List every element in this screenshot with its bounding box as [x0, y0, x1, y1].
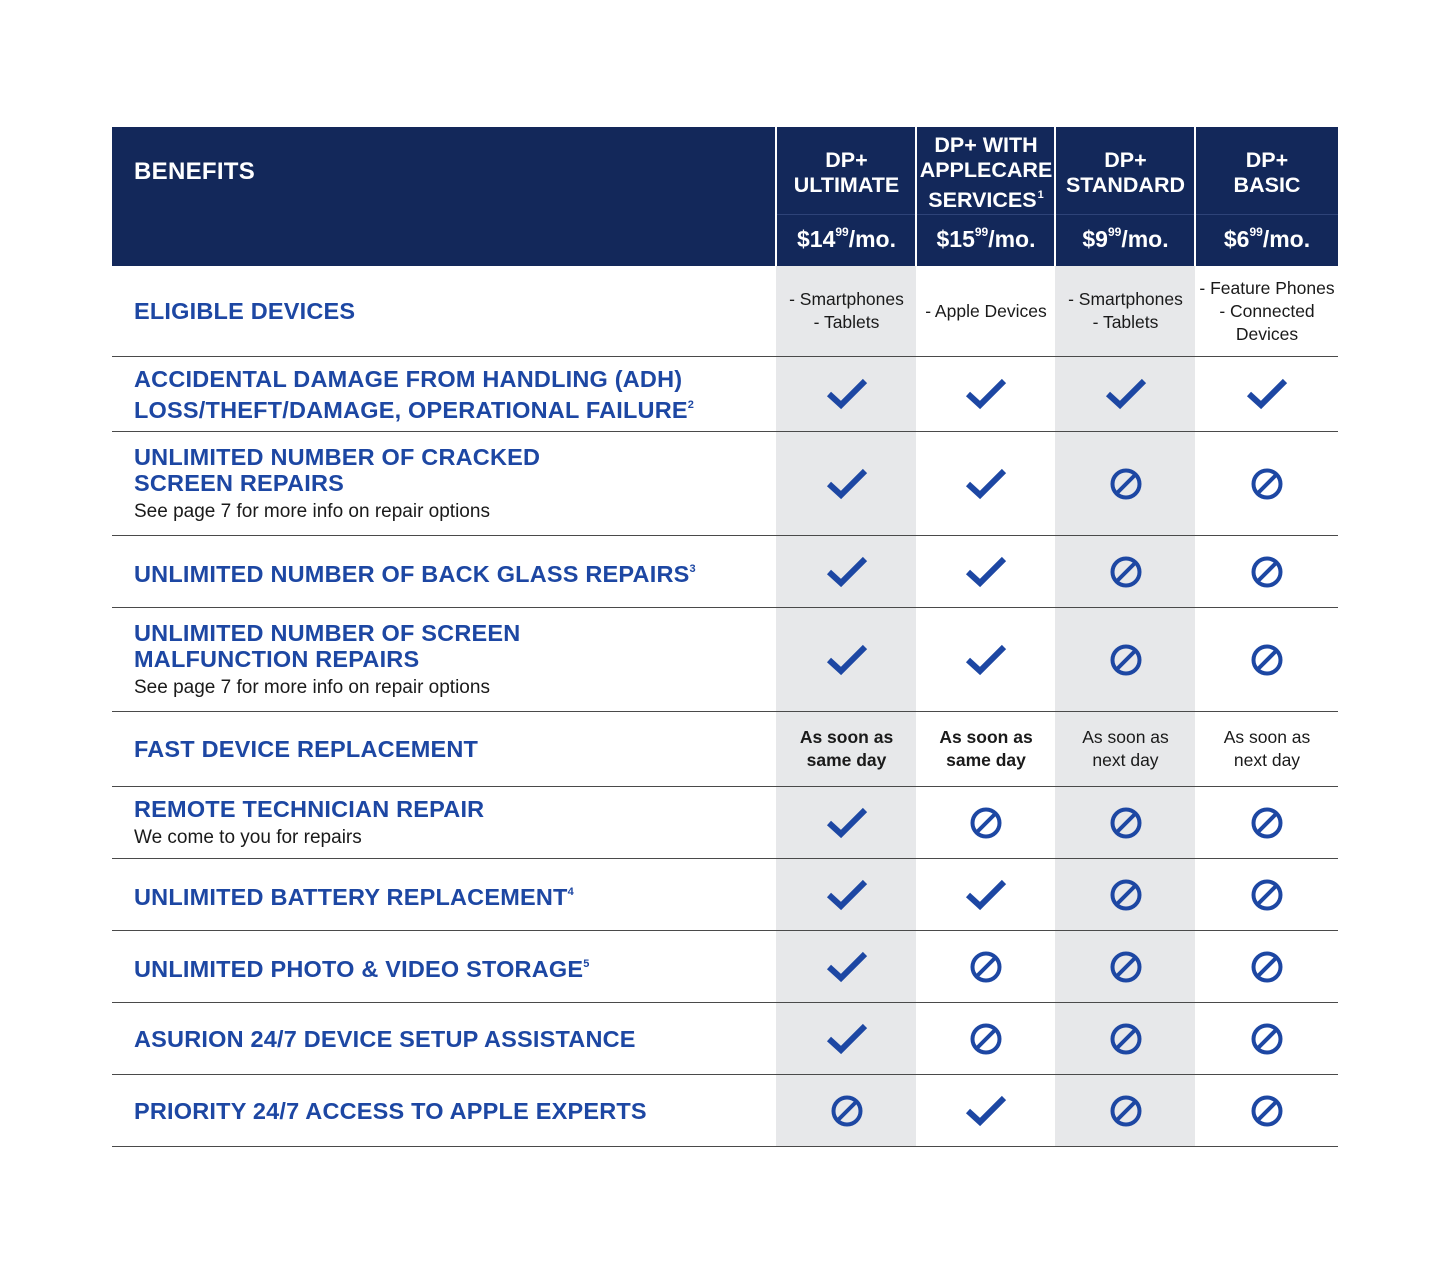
- plan-cell: [1196, 712, 1338, 786]
- plan-cell: [777, 787, 916, 858]
- check-icon: [825, 945, 869, 989]
- benefit-title-line: SCREEN REPAIRS: [134, 470, 344, 496]
- check-icon: [964, 1089, 1008, 1133]
- not-included-icon: [1245, 801, 1289, 845]
- cell-text-line: next day: [1233, 750, 1301, 770]
- plan-cell: [777, 859, 916, 930]
- cell-text-line: next day: [1092, 750, 1159, 770]
- plan-cell: [917, 787, 1055, 858]
- not-included-icon: [825, 1089, 869, 1133]
- table-row: [112, 357, 1338, 432]
- check-icon: [964, 638, 1008, 682]
- not-included-icon: [1245, 550, 1289, 594]
- table-row: [112, 1003, 1338, 1075]
- cell-text-line: As soon as: [939, 727, 1033, 747]
- price-cents: 99: [974, 225, 989, 239]
- plan-cell: [917, 432, 1055, 535]
- not-included-icon: [1104, 801, 1148, 845]
- plan-name: [917, 133, 1055, 213]
- check-icon: [825, 462, 869, 506]
- table-header: [112, 127, 1338, 266]
- plan-cell: [1196, 1075, 1338, 1146]
- cell-text-line: same day: [806, 750, 887, 770]
- plan-cell: [1196, 432, 1338, 535]
- plan-cell: [1056, 536, 1195, 607]
- plan-cell: [777, 266, 916, 356]
- plan-cell: [1056, 787, 1195, 858]
- cell-text-line: - Tablets: [813, 312, 880, 332]
- check-icon: [964, 462, 1008, 506]
- table-body: [112, 266, 1338, 1147]
- benefit-title-line: ASURION 24/7 DEVICE SETUP ASSISTANCE: [134, 1025, 636, 1052]
- cell-text-line: - Smartphones: [1068, 289, 1183, 309]
- footnote-marker: 5: [583, 958, 590, 970]
- benefit-subtitle: We come to you for repairs: [134, 827, 362, 848]
- plan-cell: [917, 266, 1055, 356]
- check-icon: [825, 550, 869, 594]
- plan-cell: [1196, 608, 1338, 711]
- footnote-marker: 1: [1037, 189, 1044, 201]
- benefit-cell: [134, 712, 768, 786]
- not-included-icon: [1104, 945, 1148, 989]
- cell-text-line: same day: [946, 750, 1026, 770]
- check-icon: [825, 801, 869, 845]
- benefit-title: [134, 1098, 768, 1124]
- table-row: [112, 432, 1338, 536]
- cell-text-line: As soon as: [1082, 727, 1169, 747]
- benefit-title: [134, 366, 768, 423]
- not-included-icon: [1245, 638, 1289, 682]
- plan-name: [777, 133, 916, 213]
- plan-cell: [1196, 357, 1338, 431]
- plan-name-line: BASIC: [1233, 173, 1301, 197]
- benefit-title: [134, 951, 768, 982]
- benefit-title-line: LOSS/THEFT/DAMAGE, OPERATIONAL FAILURE$^2$: [134, 396, 695, 423]
- benefit-subtitle: See page 7 for more info on repair options: [134, 677, 490, 698]
- benefit-title-line: REMOTE TECHNICIAN REPAIR: [134, 796, 485, 822]
- plan-cell: [917, 1003, 1055, 1074]
- plan-cell: [917, 608, 1055, 711]
- not-included-icon: [1104, 462, 1148, 506]
- cell-text: [1082, 726, 1169, 772]
- cell-text-line: Devices: [1235, 323, 1299, 344]
- cell-text-line: - Apple Devices: [925, 300, 1047, 321]
- price-cents: 99: [1107, 225, 1122, 239]
- benefit-title-line: MALFUNCTION REPAIRS: [134, 646, 420, 672]
- benefit-title-line: UNLIMITED NUMBER OF BACK GLASS REPAIRS$^3$: [134, 561, 696, 587]
- plan-name-line: DP+: [825, 148, 868, 172]
- benefit-title: [134, 444, 768, 496]
- cell-text-line: - Smartphones: [789, 289, 904, 309]
- header-divider: [777, 214, 916, 215]
- plan-name-line: STANDARD: [1065, 173, 1186, 197]
- plan-cell: [1056, 859, 1195, 930]
- plan-price: $\$9^{99}/mo$.: [1082, 225, 1169, 252]
- plan-header-1: [777, 127, 916, 266]
- plan-price: $\$6^{99}/mo$.: [1223, 225, 1311, 252]
- plan-header-3: [1056, 127, 1195, 266]
- table-row: [112, 1075, 1338, 1147]
- check-icon: [825, 372, 869, 416]
- not-included-icon: [1104, 638, 1148, 682]
- benefit-title: [134, 879, 768, 910]
- table-row: [112, 931, 1338, 1003]
- plan-cell: [777, 1003, 916, 1074]
- header-divider: [1196, 214, 1338, 215]
- cell-text-line: - Feature Phones: [1199, 277, 1335, 298]
- footnote-marker: 2: [687, 398, 695, 411]
- benefit-cell: [134, 1003, 768, 1074]
- plan-cell: [1056, 712, 1195, 786]
- header-divider: [917, 214, 1055, 215]
- plan-cell: [1056, 266, 1195, 356]
- plan-cell: [1056, 357, 1195, 431]
- table-row: [112, 859, 1338, 931]
- plan-cell: [917, 357, 1055, 431]
- plan-cell: [777, 1075, 916, 1146]
- cell-text-line: - Connected: [1219, 300, 1315, 321]
- plan-cell: [917, 1075, 1055, 1146]
- cell-text: [925, 300, 1047, 323]
- plan-cell: [1196, 931, 1338, 1002]
- plan-name-line: SERVICES$^1$: [928, 188, 1044, 212]
- plan-cell: [1196, 1003, 1338, 1074]
- table-row: [112, 712, 1338, 787]
- cell-text: [1224, 726, 1311, 772]
- benefit-title-line: UNLIMITED BATTERY REPLACEMENT$^4$: [134, 884, 574, 910]
- table-row: [112, 608, 1338, 712]
- benefit-title-line: UNLIMITED PHOTO & VIDEO STORAGE$^5$: [134, 956, 590, 982]
- benefit-title-line: UNLIMITED NUMBER OF SCREEN: [134, 620, 521, 646]
- benefit-title: [134, 298, 768, 324]
- check-icon: [964, 873, 1008, 917]
- benefit-cell: [134, 608, 768, 711]
- not-included-icon: [1245, 945, 1289, 989]
- plan-cell: [777, 357, 916, 431]
- not-included-icon: [1104, 873, 1148, 917]
- plan-cell: [1196, 787, 1338, 858]
- benefit-title-line: FAST DEVICE REPLACEMENT: [134, 736, 479, 762]
- cell-text-line: - Tablets: [1092, 312, 1159, 332]
- benefit-cell: [134, 357, 768, 431]
- benefit-cell: [134, 432, 768, 535]
- benefit-title-line: ACCIDENTAL DAMAGE FROM HANDLING (ADH): [134, 365, 683, 392]
- plan-cell: [777, 432, 916, 535]
- footnote-marker: 3: [689, 563, 696, 575]
- plan-name-line: DP+: [1245, 148, 1289, 172]
- check-icon: [964, 550, 1008, 594]
- benefit-title: [134, 620, 768, 672]
- plan-cell: [1056, 432, 1195, 535]
- not-included-icon: [1245, 462, 1289, 506]
- not-included-icon: [1104, 550, 1148, 594]
- cell-text: [1068, 288, 1183, 334]
- plan-cell: [1056, 1075, 1195, 1146]
- plan-price: $\$15^{99}/mo$.: [936, 225, 1036, 252]
- not-included-icon: [964, 801, 1008, 845]
- plan-name: [1056, 133, 1195, 213]
- cell-text: [800, 726, 893, 772]
- plan-header-2: [917, 127, 1055, 266]
- not-included-icon: [1245, 873, 1289, 917]
- plan-cell: [777, 712, 916, 786]
- benefit-title-line: UNLIMITED NUMBER OF CRACKED: [134, 444, 541, 470]
- table-row: [112, 787, 1338, 859]
- check-icon: [1104, 372, 1148, 416]
- not-included-icon: [1245, 1017, 1289, 1061]
- plan-cell: [917, 859, 1055, 930]
- plan-cell: [777, 536, 916, 607]
- benefit-title: [134, 796, 768, 822]
- not-included-icon: [1104, 1017, 1148, 1061]
- price-cents: 99: [1249, 225, 1263, 239]
- plan-cell: [777, 931, 916, 1002]
- check-icon: [964, 372, 1008, 416]
- check-icon: [825, 873, 869, 917]
- check-icon: [825, 638, 869, 682]
- table-row: [112, 536, 1338, 608]
- not-included-icon: [964, 1017, 1008, 1061]
- header-divider: [1056, 214, 1195, 215]
- benefit-title-line: PRIORITY 24/7 ACCESS TO APPLE EXPERTS: [134, 1097, 647, 1124]
- benefit-subtitle: See page 7 for more info on repair options: [134, 501, 490, 522]
- footnote-marker: 4: [567, 886, 574, 898]
- benefit-cell: [134, 536, 768, 607]
- not-included-icon: [964, 945, 1008, 989]
- plan-cell: [777, 608, 916, 711]
- benefit-cell: [134, 266, 768, 356]
- plan-name: [1196, 133, 1338, 213]
- plan-name-line: APPLECARE: [919, 158, 1053, 182]
- plan-cell: [917, 712, 1055, 786]
- price-cents: 99: [835, 225, 849, 239]
- not-included-icon: [1245, 1089, 1289, 1133]
- plan-name-line: DP+: [1104, 148, 1147, 172]
- benefits-heading: BENEFITS: [134, 158, 256, 185]
- benefit-cell: [134, 859, 768, 930]
- plan-cell: [1056, 608, 1195, 711]
- cell-text-line: As soon as: [799, 727, 894, 747]
- benefit-cell: [134, 931, 768, 1002]
- plan-cell: [1056, 931, 1195, 1002]
- benefit-title: [134, 1026, 768, 1052]
- plan-cell: [1056, 1003, 1195, 1074]
- plan-price: $\$14^{99}/mo$.: [796, 225, 896, 252]
- benefit-cell: [134, 787, 768, 858]
- benefit-title: [134, 736, 768, 762]
- plan-cell: [1196, 859, 1338, 930]
- cell-text-line: As soon as: [1223, 727, 1311, 747]
- cell-text: [939, 726, 1032, 772]
- not-included-icon: [1104, 1089, 1148, 1133]
- plan-header-4: [1196, 127, 1338, 266]
- cell-text: [789, 288, 904, 334]
- check-icon: [1245, 372, 1289, 416]
- plan-cell: [917, 536, 1055, 607]
- plan-cell: [917, 931, 1055, 1002]
- benefit-title-line: ELIGIBLE DEVICES: [134, 298, 356, 324]
- plan-cell: [1196, 536, 1338, 607]
- plan-name-line: ULTIMATE: [793, 173, 900, 197]
- plan-cell: [1196, 266, 1338, 356]
- benefit-title: [134, 556, 768, 587]
- table-row: [112, 266, 1338, 357]
- plan-comparison-table: [112, 127, 1338, 1147]
- plan-name-line: DP+ WITH: [934, 133, 1038, 157]
- benefit-cell: [134, 1075, 768, 1146]
- check-icon: [825, 1017, 869, 1061]
- cell-text: [1199, 277, 1334, 346]
